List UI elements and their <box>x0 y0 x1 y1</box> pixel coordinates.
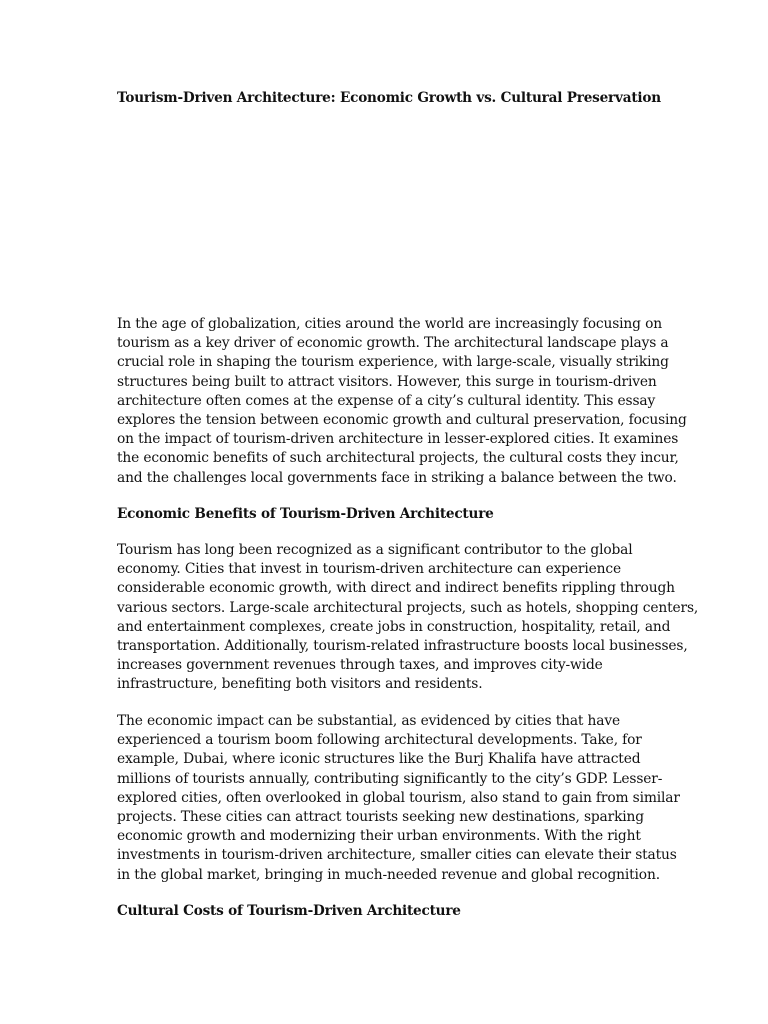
text-line: millions of tourists annually, contributing significantly to the city’s GDP. Lesser- <box>117 770 663 787</box>
text-line: considerable economic growth, with direct and indirect benefits rippling through <box>117 580 675 597</box>
document-title: Tourism-Driven Architecture: Economic Growth vs. Cultural Preservation <box>117 90 661 106</box>
economic-benefits-paragraph-2 <box>117 712 680 885</box>
text-line: crucial role in shaping the tourism experience, with large-scale, visually striking <box>117 354 669 371</box>
text-line: In the age of globalization, cities around the world are increasingly focusing on <box>117 316 662 332</box>
section-heading-cultural-costs: Cultural Costs of Tourism-Driven Architecture <box>117 903 461 919</box>
section-heading-economic-benefits: Economic Benefits of Tourism-Driven Architecture <box>117 506 494 522</box>
text-line: example, Dubai, where iconic structures like the Burj Khalifa have attracted <box>117 751 641 768</box>
text-line: and the challenges local governments face in striking a balance between the two. <box>117 469 677 486</box>
text-line: structures being built to attract visitors. However, this surge in tourism-driven <box>117 373 657 390</box>
economic-benefits-paragraph-1 <box>117 541 699 695</box>
text-line: increases government revenues through taxes, and improves city-wide <box>117 657 603 674</box>
text-line: experienced a tourism boom following architectural developments. Take, for <box>117 732 642 749</box>
text-line: architecture often comes at the expense of a city’s cultural identity. This essay <box>117 392 656 409</box>
text-line: The economic impact can be substantial, as evidenced by cities that have <box>117 713 621 729</box>
intro-paragraph <box>117 315 687 488</box>
text-line: investments in tourism-driven architecture, smaller cities can elevate their status <box>117 847 677 864</box>
text-line: Tourism has long been recognized as a significant contributor to the global <box>117 542 633 558</box>
text-line: transportation. Additionally, tourism-related infrastructure boosts local businesses, <box>117 638 688 655</box>
text-line: explored cities, often overlooked in global tourism, also stand to gain from similar <box>117 789 680 806</box>
text-line: economy. Cities that invest in tourism-driven architecture can experience <box>117 561 621 578</box>
text-line: economic growth and modernizing their urban environments. With the right <box>117 828 641 845</box>
text-line: explores the tension between economic growth and cultural preservation, focusing <box>117 412 687 429</box>
text-line: and entertainment complexes, create jobs in construction, hospitality, retail, and <box>117 618 671 635</box>
text-line: the economic benefits of such architectural projects, the cultural costs they incur, <box>117 450 679 467</box>
text-line: on the impact of tourism-driven architecture in lesser-explored cities. It examines <box>117 431 679 448</box>
text-line: projects. These cities can attract tourists seeking new destinations, sparking <box>117 809 644 826</box>
text-line: in the global market, bringing in much-needed revenue and global recognition. <box>117 866 660 883</box>
text-line: tourism as a key driver of economic growth. The architectural landscape plays a <box>117 335 669 352</box>
text-line: various sectors. Large-scale architectural projects, such as hotels, shopping centers, <box>117 599 699 616</box>
text-line: infrastructure, benefiting both visitors and residents. <box>117 676 483 693</box>
